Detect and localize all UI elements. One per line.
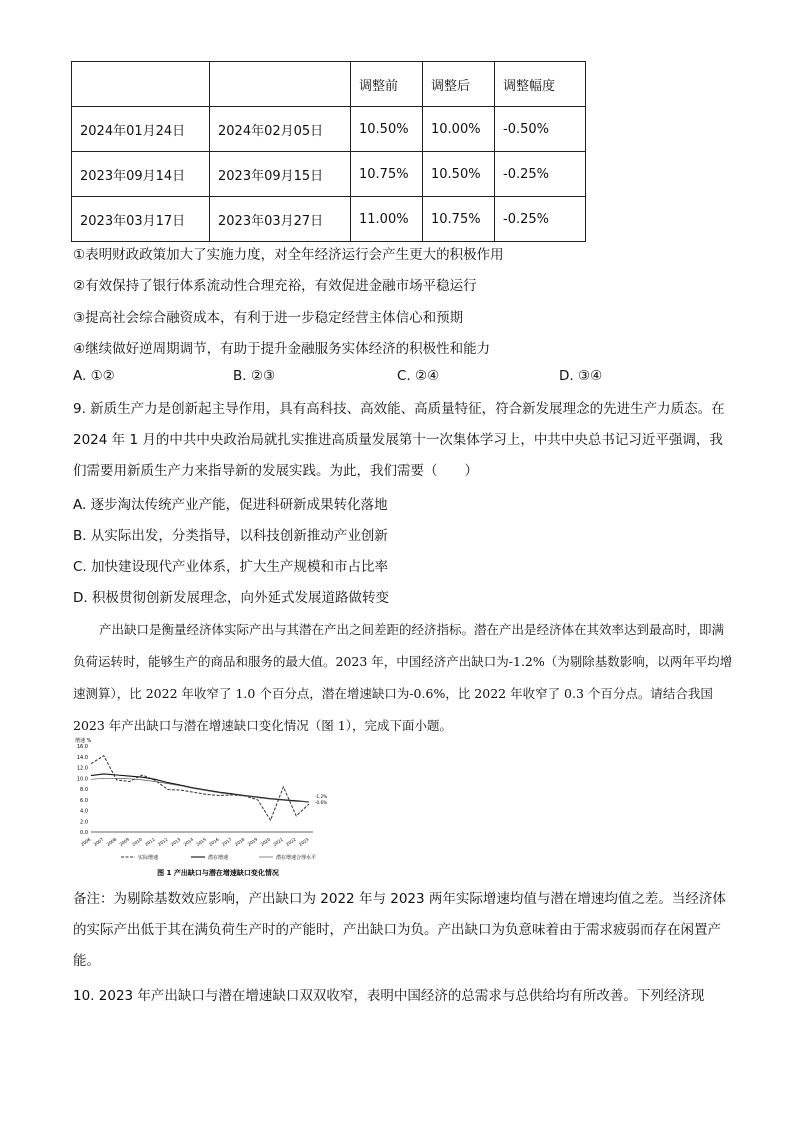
x-tick-label: 2012: [156, 836, 169, 847]
x-tick-label: 2021: [272, 836, 284, 847]
q9-option-b[interactable]: B. 从实际出发，分类指导，以科技创新推动产业创新: [73, 528, 388, 544]
statement-2: ②有效保持了银行体系流动性合理充裕，有效促进金融市场平稳运行: [73, 278, 477, 294]
legend-label: 潜在增速合理水平: [276, 855, 317, 861]
table-cell: 2023年09月14日: [72, 152, 210, 197]
chart-legend: [121, 854, 316, 861]
table-cell: 10.50%: [423, 152, 495, 197]
note-paragraph: 备注：为剔除基数效应影响，产出缺口为 2022 年与 2023 两年实际增速均值与潜在增速均值之差。当经济体的实际产出低于其在满负荷生产时的产能时，产出缺口为负。产出缺口为负意味着由于需求疲弱而存在闲置产能。: [73, 891, 726, 969]
y-axis-label: 增速 %: [75, 738, 92, 744]
table-row: [72, 107, 586, 152]
material-text: 产出缺口是衡量经济体实际产出与其潜在产出之间差距的经济指标。潜在产出是经济体在其效率达到最高时，即满负荷运转时，能够生产的商品和服务的最大值。2023 年，中国经济产出缺口为-1.2%（为剔除基数影响，以两年平均增速测算），比 2022 年收窄了 1.0 个百分点，潜在增速缺口为-0.6%，比 2022 年收窄了 0.3 个百分点。请结合我国 2023 年产出缺口与潜在增速缺口变化情况（图 1），完成下面小题。: [73, 622, 733, 733]
series-line: [91, 778, 309, 802]
x-tick-label: 2020: [259, 836, 272, 847]
table-cell: 2023年09月15日: [210, 152, 351, 197]
x-tick-label: 2008: [105, 836, 118, 847]
y-tick-label: 10.0: [76, 776, 88, 783]
table-cell: -0.50%: [495, 107, 586, 152]
x-tick-label: 2010: [131, 836, 143, 847]
x-tick-label: 2018: [233, 836, 246, 847]
table-header-cell: 调整后: [423, 62, 495, 107]
q9-option-d[interactable]: D. 积极贯彻创新发展理念，向外延式发展道路做转变: [73, 590, 389, 606]
table-header-row: [72, 62, 586, 107]
x-tick-label: 2014: [182, 836, 195, 847]
series-line: [91, 774, 309, 802]
statement-3: ③提高社会综合融资成本，有利于进一步稳定经营主体信心和预期: [73, 310, 464, 326]
statement-4: ④继续做好逆周期调节，有助于提升金融服务实体经济的积极性和能力: [73, 341, 491, 357]
table-cell: 2024年01月24日: [72, 107, 210, 152]
x-tick-label: 2006: [79, 836, 92, 847]
series-line: [91, 756, 309, 821]
y-tick-label: 16.0: [76, 744, 88, 750]
chart-title: 图 1 产出缺口与潜在增速缺口变化情况: [157, 869, 279, 877]
y-tick-label: 8.0: [80, 787, 88, 793]
y-tick-label: 6.0: [80, 797, 88, 804]
output-gap-chart: [73, 736, 363, 878]
table-header-cell: [72, 62, 210, 107]
chart-lines: [91, 756, 327, 821]
table-row: [72, 152, 586, 197]
legend-label: 潜在增速: [208, 855, 229, 861]
y-tick-label: 12.0: [76, 765, 88, 772]
table-row: [72, 197, 586, 242]
y-tick-label: 14.0: [76, 754, 88, 761]
y-tick-label: 2.0: [80, 819, 88, 826]
rate-adjustment-table: [71, 61, 586, 242]
x-tick-label: 2023: [297, 836, 310, 847]
y-tick-label: 0.0: [80, 830, 88, 836]
x-tick-label: 2016: [208, 836, 220, 847]
q8-option-d[interactable]: D. ③④: [559, 368, 603, 384]
q8-option-c[interactable]: C. ②④: [397, 368, 440, 384]
q9-option-a[interactable]: A. 逐步淘汰传统产业产能，促进科研新成果转化落地: [73, 497, 388, 513]
table-header-cell: [210, 62, 351, 107]
chart-axes: [75, 737, 313, 847]
x-tick-label: 2007: [92, 836, 105, 847]
q10-stem: 10. 2023 年产出缺口与潜在增速缺口双双收窄，表明中国经济的总需求与总供给均有所改善。下列经济现: [73, 988, 705, 1004]
table-header-cell: 调整幅度: [495, 62, 586, 107]
legend-label: 实际增速: [138, 855, 159, 861]
q8-option-a[interactable]: A. ①②: [73, 368, 115, 384]
chart-annotation: -0.6%: [315, 800, 328, 806]
x-tick-label: 2013: [169, 836, 182, 847]
table-cell: 10.75%: [351, 152, 423, 197]
table-cell: 2023年03月27日: [210, 197, 351, 242]
chart-annotation: -1.2%: [315, 794, 328, 800]
table-cell: 2024年02月05日: [210, 107, 351, 152]
x-tick-label: 2015: [195, 836, 207, 847]
x-tick-label: 2022: [285, 836, 297, 847]
table-cell: 10.50%: [351, 107, 423, 152]
q8-option-b[interactable]: B. ②③: [233, 368, 276, 384]
y-tick-label: 4.0: [80, 808, 88, 815]
material-paragraph: [73, 614, 733, 742]
table-cell: -0.25%: [495, 197, 586, 242]
statement-1: ①表明财政政策加大了实施力度，对全年经济运行会产生更大的积极作用: [73, 247, 504, 263]
table-cell: 10.75%: [423, 197, 495, 242]
table-cell: 11.00%: [351, 197, 423, 242]
table-header-cell: 调整前: [351, 62, 423, 107]
q9-stem: 9. 新质生产力是创新起主导作用，具有高科技、高效能、高质量特征，符合新发展理念的先进生产力质态。在 2024 年 1 月的中共中央政治局就扎实推进高质量发展第十一次集体学习上，中共中央总书记习近平强调，我们需要用新质生产力来指导新的发展实践。为此，我们需要（ ）: [73, 401, 725, 479]
x-tick-label: 2017: [221, 836, 233, 847]
x-tick-label: 2009: [118, 836, 131, 847]
q9-option-c[interactable]: C. 加快建设现代产业体系，扩大生产规模和市占比率: [73, 559, 389, 575]
table-cell: 2023年03月17日: [72, 197, 210, 242]
x-tick-label: 2011: [144, 836, 156, 847]
x-tick-label: 2019: [246, 836, 259, 847]
table-cell: 10.00%: [423, 107, 495, 152]
table-cell: -0.25%: [495, 152, 586, 197]
